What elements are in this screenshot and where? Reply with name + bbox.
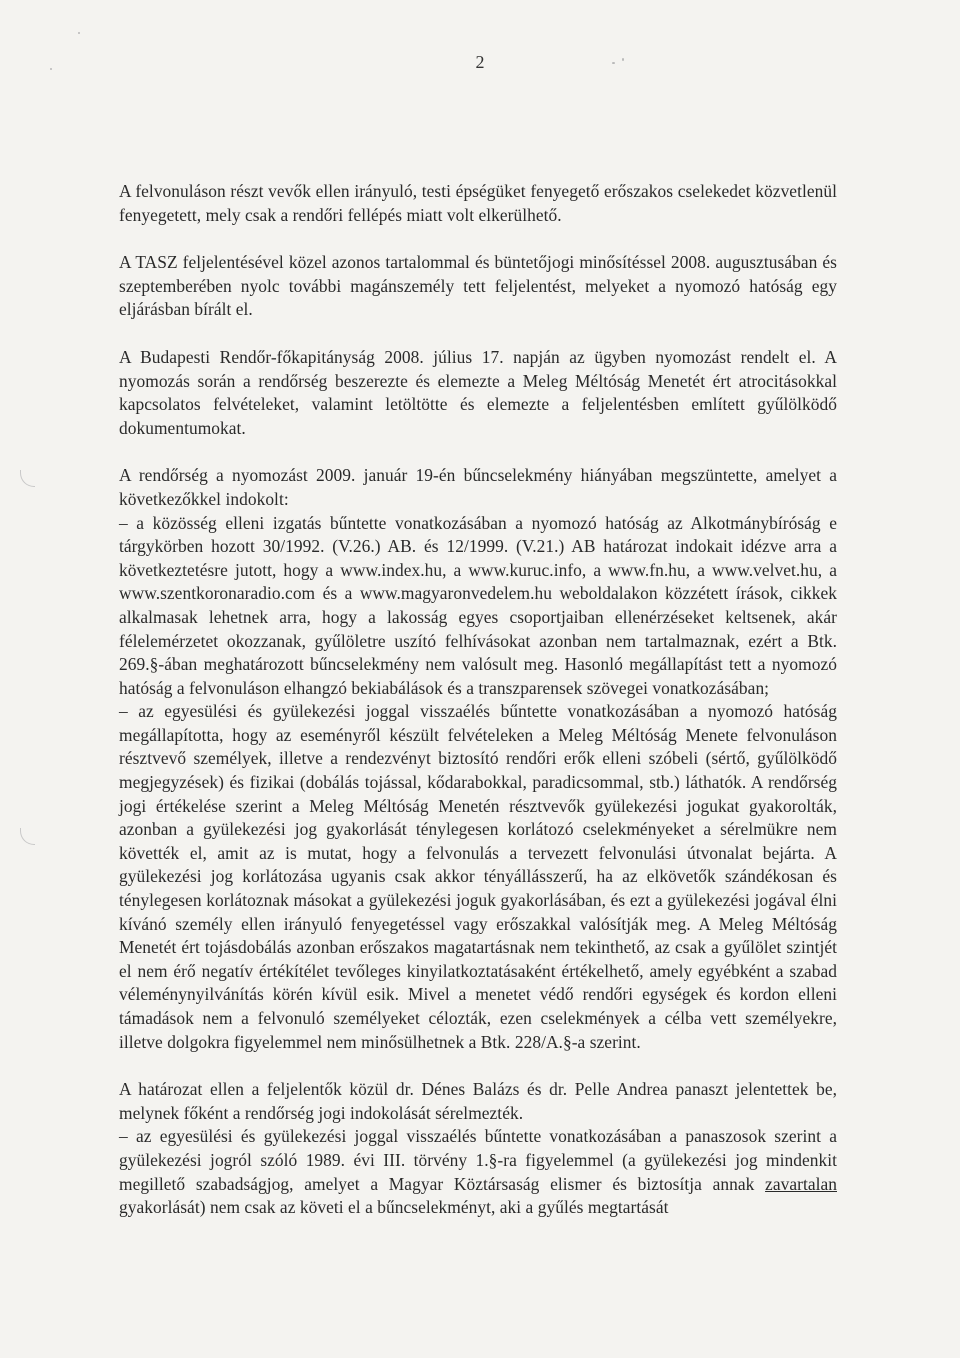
paragraph-tasz-feljelentes: A TASZ feljelentésével közel azonos tartalommal és büntetőjogi minősítéssel 2008. augusztusában és szeptemberében nyolc további magánszemély tett feljelentést, melyeket a nyomozó hatóság egy eljárásban bírált el. xyxy=(119,252,837,320)
paragraph-gyulekezesi-jog: – az egyesülési és gyülekezési joggal visszaélés bűntette vonatkozásában a nyomozó hatóság megállapította, hogy az eseményről készült felvételeken a Meleg Méltóság Menete felvonuláson résztvevő személyek, illetve a rendezvényt biztosító rendőri erők elleni szóbeli (sértő, gyűlölködő megjegyzések) és fizikai (dobálás tojással, kődarabokkal, paradicsommal, stb.) láthatók. A rendőrség jogi értékelése szerint a Meleg Méltóság Menetén résztvevők gyülekezési jogukat gyakorolták, azonban a gyülekezési jog gyakorlását ténylegesen korlátozó cselekményeket a sérelmükre nem követték el, amit az is mutat, hogy a felvonulás a tervezett felvonulási útvonalat bejárta. A gyülekezési jog korlátozása ugyanis csak akkor tényállásszerű, ha az elkövetők szándékosan és ténylegesen korlátoznak másokat a gyülekezési joguk gyakorlásában, és ezt a gyülekezési jogával élni kívánó személy ellen irányuló fenyegetéssel vagy erőszakkal valósítják meg. A Meleg Méltóság Menetét ért tojásdobálás azonban erőszakos magatartásnak nem tekinthető, az csak a gyűlölet szintjét el nem érő negatív értékítélet tevőleges kinyilatkoztatásaként értékelhető, amely egyébként a szabad véleménynyilvánítás körén kívül esik. Mivel a menetet védő rendőri egységek és kordon elleni támadások nem a felvonuló személyeket célozták, ezen cselekmények a célba vett személyekre, illetve dolgokra figyelemmel nem minősülhetnek a Btk. 228/A.§-a szerint. xyxy=(119,701,837,1052)
document-body xyxy=(119,180,837,1220)
paragraph-nyomozas-elrendelese: A Budapesti Rendőr-főkapitányság 2008. július 17. napján az ügyben nyomozást rendelt el. A nyomozás során a rendőrség beszerezte és elemezte a Meleg Méltóság Menetét ért atrocitásokkal kapcsolatos felvételeket, valamint letöltötte és elemezte a feljelentésben említett gyűlölködő dokumentumokat. xyxy=(119,346,837,438)
paragraph-text: – az egyesülési és gyülekezési joggal visszaélés bűntette vonatkozásában a panaszosok szerint a gyülekezési jogról szóló 1989. évi III. törvény 1.§-ra figyelemmel (a gyülekezési jog mindenkit megillető szabadságjog, amelyet a Magyar Köztársaság elismer és biztosítja annak xyxy=(119,1126,837,1194)
paragraph-megszuntetes: A rendőrség a nyomozást 2009. január 19-én bűncselekmény hiányában megszüntette, amelyet a következőkkel indokolt: xyxy=(119,465,837,509)
scan-speck xyxy=(78,32,80,34)
punch-hole-mark xyxy=(20,828,35,845)
paragraph-felvonulas: A felvonuláson részt vevők ellen irányuló, testi épségüket fenyegető erőszakos cselekedet közvetlenül fenyegetett, mely csak a rendőri fellépés miatt volt elkerülhető. xyxy=(119,181,837,225)
paragraph-kozosseg-elleni-izgatas: – a közösség elleni izgatás bűntette vonatkozásában a nyomozó hatóság az Alkotmánybíróság e tárgykörben hozott 30/1992. (V.26.) AB. és 12/1999. (V.21.) AB határozat indokait idézve arra a következtetésre jutott, hogy a www.index.hu, a www.kuruc.info, a www.fn.hu, a www.velvet.hu, a www.szentkoronaradio.com és a www.magyaronvedelem.hu weboldalakon közzétett írások, cikkek alkalmasak lehetnek arra, hogy a lakosság egyes csoportjaiban ellenérzéseket keltsenek, akár félelemérzetet okozzanak, gyűlöletre uszító felhívásokat azonban nem tartalmaznak, ezért a Btk. 269.§-ában meghatározott bűncselekmény nem valósult meg. Hasonló megállapítást tett a nyomozó hatóság a felvonuláson elhangzó bekiabálások és a transzparensek szövegei vonatkozásában; xyxy=(119,512,837,698)
underlined-word: zavartalan xyxy=(765,1173,837,1194)
page-number: 2 xyxy=(475,52,485,72)
punch-hole-mark xyxy=(20,470,35,487)
paragraph-panaszosok-szerint xyxy=(119,1125,837,1219)
paragraph-panasz: A határozat ellen a feljelentők közül dr. Dénes Balázs és dr. Pelle Andrea panaszt jelentettek be, melynek főként a rendőrség jogi indokolását sérelmezték. xyxy=(119,1079,837,1123)
paragraph-text-continued: gyakorlását) nem csak az követi el a bűncselekményt, aki a gyűlés megtartását xyxy=(119,1197,669,1218)
